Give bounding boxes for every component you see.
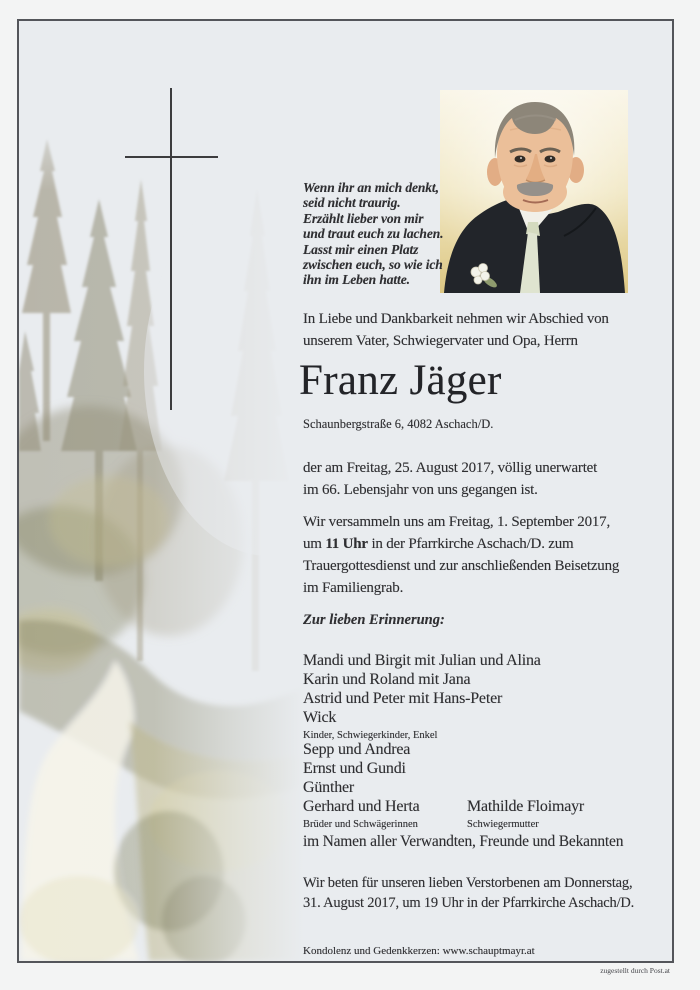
memorial-poem: Wenn ihr an mich denkt, seid nicht traurig. Erzählt lieber von mir und traut euch zu lachen. Lasst mir einen Platz zwischen euch, so wie ich ihn im Leben hatte. [303, 180, 444, 288]
remembrance-heading: Zur lieben Erinnerung: [303, 612, 445, 628]
farewell-intro: In Liebe und Dankbarkeit nehmen wir Abschied von unserem Vater, Schwiegervater und Opa, Herrn [303, 311, 609, 349]
mother-in-law-name: Mathilde Floimayr [467, 798, 585, 815]
closing-line: im Namen aller Verwandten, Freunde und Bekannten [303, 833, 624, 850]
memorial-cross-icon [125, 156, 218, 158]
memorial-cross-icon [170, 88, 172, 410]
death-notice: der am Freitag, 25. August 2017, völlig unerwartet im 66. Lebensjahr von uns gegangen ist. [303, 460, 598, 498]
siblings-names: Sepp und Andrea Ernst und Gundi Günther [303, 741, 411, 796]
siblings-last-row [303, 797, 585, 816]
funeral-line-3: Trauergottesdienst und zur anschließenden Beisetzung [303, 558, 620, 574]
children-list [303, 651, 541, 742]
deceased-name: Franz Jäger [299, 357, 502, 404]
relations-captions [303, 818, 539, 831]
funeral-line-2: um 11 Uhr in der Pfarrkirche Aschach/D. zum [303, 536, 574, 552]
forest-path-background [19, 21, 319, 961]
prayer-notice: Wir beten für unseren lieben Verstorbenen am Donnerstag, 31. August 2017, um 19 Uhr in der Pfarrkirche Aschach/D. [303, 875, 635, 911]
postal-print-note: zugestellt durch Post.at [600, 966, 670, 975]
siblings-caption: Brüder und Schwägerinnen [303, 819, 418, 830]
children-caption: Kinder, Schwiegerkinder, Enkel [303, 730, 438, 741]
siblings-list [303, 740, 585, 831]
sibling-name: Gerhard und Herta [303, 798, 420, 815]
condolence-website-line: Kondolenz und Gedenkkerzen: www.schauptmayr.at [303, 945, 535, 957]
funeral-announcement [303, 511, 619, 599]
funeral-line-1: Wir versammeln uns am Freitag, 1. September 2017, [303, 514, 611, 530]
funeral-time: 11 Uhr [325, 536, 368, 552]
deceased-address: Schaunbergstraße 6, 4082 Aschach/D. [303, 417, 494, 431]
children-names: Mandi und Birgit mit Julian und Alina Karin und Roland mit Jana Astrid und Peter mit Hans-Peter Wick [303, 652, 541, 726]
funeral-line-4: im Familiengrab. [303, 580, 404, 596]
mother-in-law-caption: Schwiegermutter [467, 819, 539, 830]
portrait-photo [440, 90, 628, 293]
